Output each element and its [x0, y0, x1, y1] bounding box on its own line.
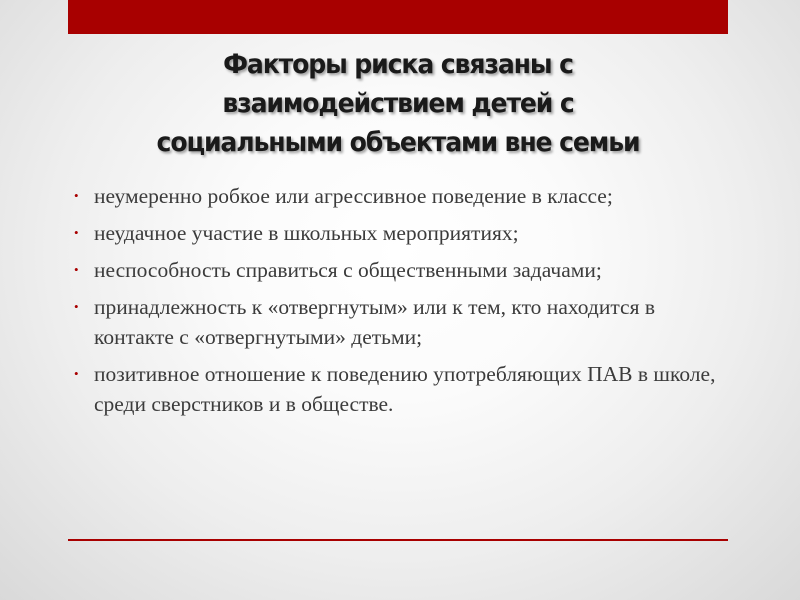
- bullet-text: неумеренно робкое или агрессивное поведение в классе;: [94, 184, 613, 208]
- bullet-item: [70, 359, 730, 419]
- bullet-text: позитивное отношение к поведению употребляющих ПАВ в школе, среди сверстников и в обществе.: [94, 362, 716, 416]
- bottom-divider: [68, 539, 728, 541]
- bullet-marker: •: [74, 299, 79, 314]
- slide-title: Факторы риска связаны с взаимодействием детей с социальными объектами вне семьи: [156, 49, 640, 158]
- bullet-text: неспособность справиться с общественными задачами;: [94, 258, 602, 282]
- bullet-item: [70, 292, 730, 352]
- bullet-list: [70, 181, 730, 426]
- bullet-item: [70, 255, 730, 285]
- bullet-marker: •: [74, 262, 79, 277]
- bullet-item: [70, 218, 730, 248]
- bullet-text: принадлежность к «отвергнутым» или к тем, кто находится в контакте с «отвергнутыми» детьми;: [94, 295, 655, 349]
- top-accent-bar: [68, 0, 728, 34]
- bullet-marker: •: [74, 188, 79, 203]
- bullet-text: неудачное участие в школьных мероприятиях;: [94, 221, 519, 245]
- bullet-item: [70, 181, 730, 211]
- bullet-marker: •: [74, 225, 79, 240]
- bullet-marker: •: [74, 366, 79, 381]
